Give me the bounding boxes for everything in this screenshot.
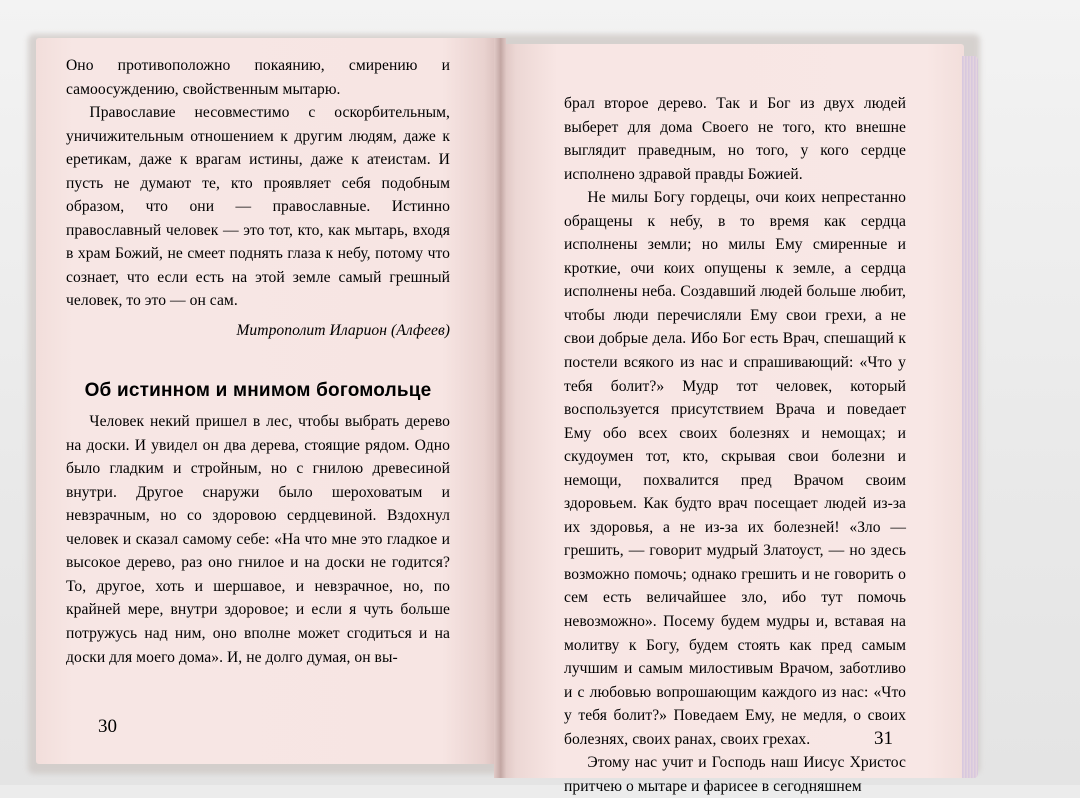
paragraph-physician: Не милы Богу гордецы, очи коих непрестанно обращены к небу, в то время как сердца исполнены земли; но милы Ему смиренные и кроткие, очи коих опущены к земле, а сердца исполнены неба. Создавший людей больше любит, чтобы люди перечисляли Ему свои грехи, а не свои добрые дела. Ибо Бог есть Врач, спешащий к постели всякого из нас и спрашивающий: «Что у тебя болит?» Мудр тот человек, который воспользуется присутствием Врача и поведает Ему обо всех своих болезнях и немощах; и скудоумен тот, кто, скрывая свои болезни и немощи, похвалится пред Врачом своим здоровьем. Как будто врач посещает людей из-за их здоровья, а не из-за их болезней! «Зло — грешить, — говорит мудрый Златоуст, — но здесь возможно помочь; однако грешить и не говорить о сем есть величайшее зло, ибо тут помочь невозможно». Посему будем мудры и, вставая на молитву к Богу, будем стоять как пред самым лучшим и самым милостивым Врачом, заботливо и с любовью вопрошающим каждого из нас: «Что у тебя болит?» Поведаем Ему, не медля, о своих болезнях, своих ранах, своих грехах. (564, 189, 906, 748)
page-edges (962, 56, 978, 778)
quote-author: Митрополит Иларион (Алфеев) (236, 322, 450, 340)
page-number-left: 30 (98, 716, 117, 737)
paragraph-continuation: Оно противоположно покаянию, смирению и самоосуждению, свойственным мытарю. (66, 57, 450, 98)
book-spine-gutter (494, 38, 506, 778)
section-heading: Об истинном и мнимом богомольце (84, 379, 432, 401)
left-page-text (66, 54, 450, 669)
paragraph-story: Человек некий пришел в лес, чтобы выбрать дерево на доски. И увидел он два дерева, стоящие рядом. Одно было гладким и стройным, но с гнилою древесиной внутри. Другое снаружи было шероховатым и невзрачным, но со здоровою сердцевиной. Вздохнул человек и сказал самому себе: «На что мне это гладкое и высокое дерево, раз оно гнилое и на доски не годится? То, другое, хоть и шершавое, и невзрачное, но, по крайней мере, внутри здоровое; и если я чуть больше потружусь над ним, оно вполне может сгодиться и на доски для моего дома». И, не долго думая, он вы- (66, 413, 450, 666)
paragraph-parable: Этому нас учит и Господь наш Иисус Христос притчею о мытаре и фарисее в сегодняшнем (564, 754, 906, 795)
paragraph-orthodoxy: Православие несовместимо с оскорбительным, уничижительным отношением к другим людям, даже к еретикам, даже к врагам истины, даже к атеистам. И пусть не думают те, кто проявляет себя подобным образом, что они — православные. Истинно православный человек — это тот, кто, как мытарь, входя в храм Божий, не смеет поднять глаза к небу, потому что сознает, что если есть на этой земле самый грешный человек, то это — он сам. (66, 104, 450, 310)
paragraph-second-tree: брал второе дерево. Так и Бог из двух людей выберет для дома Своего не того, кто внешне выглядит праведным, но того, у кого сердце исполнено здравой правды Божией. (564, 95, 906, 183)
right-page-text (564, 92, 906, 798)
page-number-right: 31 (874, 728, 893, 749)
